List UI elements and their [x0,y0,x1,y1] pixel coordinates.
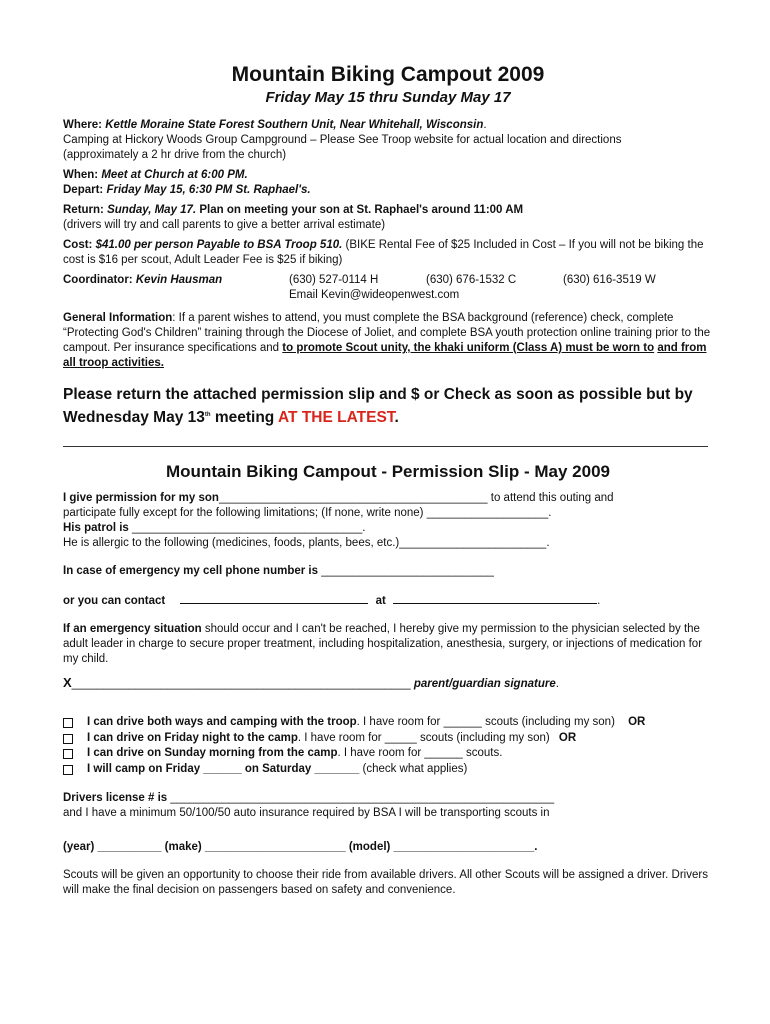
return-notice-end: . [394,409,399,427]
where-line3: (approximately a 2 hr drive from the church) [63,149,287,161]
vehicle-line[interactable]: (year) __________ (make) ______________________ (model) ______________________. [63,841,538,854]
when-label: When: [63,169,99,181]
limitations-field[interactable]: participate fully except for the following limitations; (If none, write none) ___________________. [63,507,552,520]
page-title: Mountain Biking Campout 2009 [231,63,545,86]
option-camp[interactable] [63,762,713,778]
option-label: I can drive both ways and camping with the troop [87,716,357,729]
coordinator-label: Coordinator: [63,274,133,286]
emergency-text: should occur and I can't be reached, I hereby give my permission to the physician selected by the adult leader in charge to secure proper treatment, including hospitalization, anesthesia, surgery, or injections of medication for my child. [63,623,703,666]
emergency-consent [63,622,713,667]
document-page [63,62,713,903]
phone-home: (630) 527-0114 H [289,274,379,286]
return-section [63,203,713,233]
cost-value: $41.00 per person Payable to BSA Troop 510. [95,239,343,251]
coordinator-email: Email Kevin@wideopenwest.com [289,289,460,301]
return-note: (drivers will try and call parents to give a better arrival estimate) [63,219,386,231]
driver-options [63,715,713,777]
option-rest: . I have room for ______ scouts. [337,747,503,760]
return-label: Return: [63,204,104,216]
contact-name-field[interactable] [180,592,368,604]
emergency-phone-field[interactable]: ___________________________ [318,565,494,578]
insurance-text: and I have a minimum 50/100/50 auto insurance required by BSA I will be transporting scouts in [63,807,550,820]
page-subtitle: Friday May 15 thru Sunday May 17 [265,89,511,106]
cost-label: Cost: [63,239,93,251]
option-or: OR [628,716,646,729]
contact-line: or you can contact at . [63,592,713,609]
checkbox[interactable] [63,765,73,775]
divider [63,446,708,447]
license-section [63,791,713,821]
signature-x: X [63,675,72,691]
return-notice-text2: meeting [210,409,279,427]
phone-cell: (630) 676-1532 C [426,274,517,286]
checkbox[interactable] [63,718,73,728]
general-text: : If a parent wishes to attend, you must complete the BSA background (reference) check, complete “Protecting God's Children” training through the Diocese of Joliet, and complete BSA youth protection online training prior to the campout. Per insurance specifications and [63,312,711,354]
latest-emphasis: AT THE LATEST [278,409,395,427]
checkbox[interactable] [63,734,73,744]
contact-label: or you can contact [63,595,166,608]
emergency-phone-line [63,564,713,579]
return-plan: Plan on meeting your son at St. Raphael's around 11:00 AM [199,204,524,216]
general-info [63,311,713,371]
option-label: I can drive on Sunday morning from the camp [87,747,338,760]
at-label: at [375,595,386,608]
where-section: Where: Kettle Moraine State Forest Southern Unit, Near Whitehall, Wisconsin. Camping at Hickory Woods Group Campground – Please See Troop website for actual location and directions (approximately a 2 hr drive from the church) [63,119,622,161]
depart-value: Friday May 15, 6:30 PM St. Raphael's. [106,184,311,196]
when-section [63,168,713,198]
permission-label: I give permission for my son [63,492,219,505]
slip-title: Mountain Biking Campout - Permission Slip - May 2009 [166,462,610,482]
signature-label: parent/guardian signature [413,678,556,691]
permission-statement [63,491,713,551]
general-label: General Information [63,312,173,324]
option-label: I will camp on Friday ______ on Saturday _______ [87,762,360,775]
option-rest: (check what applies) [359,762,468,775]
checkbox[interactable] [63,749,73,759]
option-rest: . I have room for ______ scouts (including my son) [356,716,615,729]
where-value: Kettle Moraine State Forest Southern Unit, Near Whitehall, Wisconsin [105,119,484,131]
coordinator-section [63,273,713,303]
signature-field[interactable]: _____________________________________________________ [71,678,411,691]
uniform-requirement-end: and from all troop activities. [63,342,707,369]
emergency-phone-label: In case of emergency my cell phone number is [63,565,319,578]
coordinator-name: Kevin Hausman [135,274,223,286]
depart-label: Depart: [63,184,104,196]
where-label: Where: [63,119,102,131]
return-notice [63,385,713,428]
footer-note: Scouts will be given an opportunity to choose their ride from available drivers. All other Scouts will be assigned a driver. Drivers will make the final decision on passengers based on safety and convenience. [63,869,708,897]
superscript: th [204,412,211,418]
signature-line: X_____________________________________________________ parent/guardian signature. [63,675,559,691]
patrol-label: His patrol is [63,522,129,535]
return-notice-text: Please return the attached permission slip and $ or Check as soon as possible but by Wednesday May 13 [63,386,693,427]
license-label: Drivers license # is [63,792,168,805]
cost-section [63,238,713,268]
phone-work: (630) 616-3519 W [563,274,656,286]
option-label: I can drive on Friday night to the camp [87,731,298,744]
son-name-field[interactable]: __________________________________________ [218,492,488,505]
when-value: Meet at Church at 6:00 PM. [101,169,248,181]
contact-phone-field[interactable] [393,592,597,604]
option-drive-both[interactable] [63,715,713,731]
option-drive-friday[interactable] [63,731,713,747]
license-field[interactable]: ____________________________________________________________ [167,792,555,805]
uniform-requirement: to promote Scout unity, the khaki uniform (Class A) must be worn to [282,342,655,354]
where-line2: Camping at Hickory Woods Group Campground – Please See Troop website for actual location and directions [63,134,622,146]
option-rest: . I have room for _____ scouts (including my son) [297,731,550,744]
allergy-field[interactable]: He is allergic to the following (medicines, foods, plants, bees, etc.)_______________________. [63,537,550,550]
cost-note: (BIKE Rental Fee of $25 Included in Cost – If you will not be biking the cost is $16 per scout, Adult Leader Fee is $25 if biking) [63,239,704,266]
emergency-label: If an emergency situation [63,623,202,636]
option-drive-sunday[interactable] [63,746,713,762]
permission-rest: to attend this outing and [487,492,614,505]
patrol-field[interactable]: ____________________________________. [128,522,366,535]
return-value: Sunday, May 17. [107,204,197,216]
option-or: OR [558,731,577,744]
